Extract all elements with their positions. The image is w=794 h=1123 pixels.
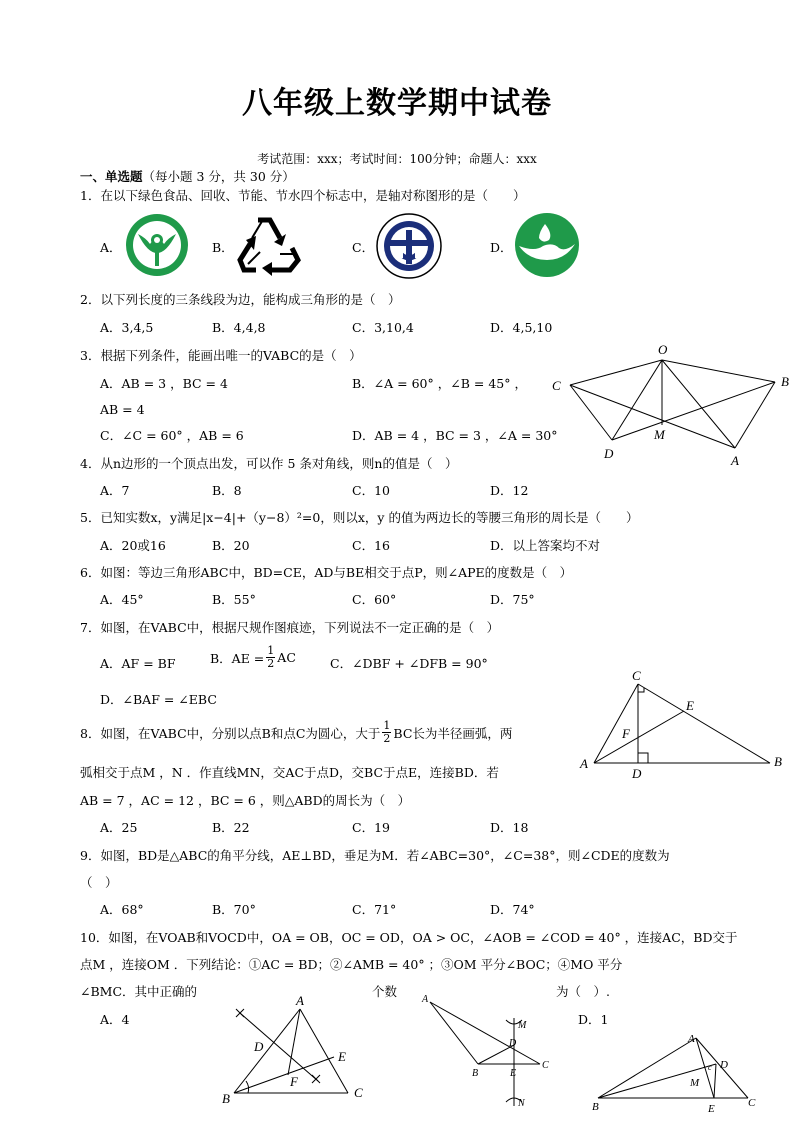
label-C: C: [632, 668, 641, 683]
q3-option-b-cont: AB = 4: [100, 402, 145, 417]
q7-frac-num: 1: [267, 644, 275, 657]
q9-option-b: B．70°: [212, 902, 256, 917]
exam-info: 考试范围：xxx；考试时间：100分钟；命题人：xxx: [257, 152, 537, 166]
q7-option-b: [210, 645, 296, 670]
water-saving-logo-icon: [513, 212, 581, 278]
q1-option-d: D．: [490, 240, 513, 255]
q10-line2: 点M ，连接OM ．下列结论：①AC = BD；②∠AMB = 40° ；③OM 平分∠BOC；④MO 平分: [80, 957, 623, 972]
q7-option-b-label: B．AE =: [210, 650, 265, 666]
q5-option-a: A．20或16: [100, 538, 166, 553]
label-A: A: [731, 453, 739, 468]
section-label: 一、单选题: [80, 169, 143, 184]
q2-option-c: C．3,10,4: [352, 320, 414, 335]
label-c: c: [708, 1063, 712, 1072]
question-1: 1．在以下绿色食品、回收、节能、节水四个标志中，是轴对称图形的是（ ）: [80, 188, 526, 203]
label-A: A: [422, 994, 429, 1005]
label-E: E: [686, 698, 694, 713]
q8-frac-den: 2: [383, 732, 391, 745]
section-note: （每小题 3 分，共 30 分）: [142, 169, 295, 184]
label-A: A: [688, 1033, 695, 1045]
label-B: B: [222, 1091, 230, 1106]
label-C: C: [542, 1060, 549, 1071]
q9-line1: 9．如图，BD是△ABC的角平分线，AE⊥BD，垂足为M．若∠ABC=30°，∠C=38°，则∠CDE的度数为: [80, 848, 670, 863]
q7-option-a: A．AF = BF: [100, 656, 176, 671]
label-A: A: [296, 993, 304, 1008]
question-7: 7．如图，在VABC中，根据尺规作图痕迹，下列说法不一定正确的是（ ）: [80, 620, 500, 635]
question-2: 2．以下列长度的三条线段为边，能构成三角形的是（ ）: [80, 292, 401, 307]
q8-option-c: C．19: [352, 820, 390, 835]
q4-option-b: B．8: [212, 483, 242, 498]
q2-option-b: B．4,4,8: [212, 320, 266, 335]
q4-option-d: D．12: [490, 483, 529, 498]
question-5: 5．已知实数x，y满足|x−4|+（y−8）²=0，则以x，y 的值为两边长的等腰三角形的周长是（ ）: [80, 510, 639, 525]
label-F: F: [622, 726, 630, 741]
label-D: D: [632, 766, 642, 781]
q5-option-b: B．20: [212, 538, 250, 553]
q10-line3c: 为（ ）.: [556, 984, 610, 999]
q9-option-d: D．74°: [490, 902, 535, 917]
q6-option-b: B．55°: [212, 592, 256, 607]
q4-option-a: A．7: [100, 483, 130, 498]
label-M: M: [518, 1020, 527, 1031]
q5-option-c: C．16: [352, 538, 390, 553]
q1-option-c: C．: [352, 240, 375, 255]
q8-fraction: [382, 720, 391, 745]
label-D: D: [509, 1038, 517, 1049]
q7-fraction: [266, 645, 275, 670]
q2-option-d: D．4,5,10: [490, 320, 553, 335]
q8-line3: AB = 7 ，AC = 12 ，BC = 6 ，则△ABD的周长为（ ）: [80, 793, 411, 808]
page-title: 八年级上数学期中试卷: [242, 86, 552, 121]
label-B: B: [774, 754, 782, 769]
q4-option-c: C．10: [352, 483, 390, 498]
q3-option-b: B．∠A = 60° ，∠B = 45° ，: [352, 376, 527, 391]
label-O: O: [658, 342, 668, 357]
q3-figure: [550, 340, 794, 470]
recycle-logo-icon: [236, 212, 302, 276]
label-C: C: [748, 1097, 756, 1109]
q3-option-c: C．∠C = 60° ，AB = 6: [100, 428, 244, 443]
label-B: B: [781, 374, 789, 389]
section-heading: [80, 167, 295, 185]
label-B: B: [592, 1101, 599, 1113]
energy-saving-logo-icon: [375, 212, 443, 280]
green-food-logo-icon: [124, 212, 190, 278]
label-C: C: [354, 1085, 363, 1100]
q10-option-d: D．1: [578, 1012, 609, 1027]
q10-option-a: A．4: [100, 1012, 130, 1027]
question-4: 4．从n边形的一个顶点出发，可以作 5 条对角线，则n的值是（ ）: [80, 456, 458, 471]
question-3: 3．根据下列条件，能画出唯一的VABC的是（ ）: [80, 348, 362, 363]
q8-option-a: A．25: [100, 820, 138, 835]
q10-line1: 10．如图，在VOAB和VOCD中，OA = OB，OC = OD，OA > OC，∠AOB = ∠COD = 40° ，连接AC，BD交于: [80, 930, 738, 945]
q9-option-a: A．68°: [100, 902, 144, 917]
label-A: A: [580, 756, 588, 771]
q7-option-d: D．∠BAF = ∠EBC: [100, 692, 217, 707]
q1-option-b: B．: [212, 240, 234, 255]
label-F: F: [290, 1074, 298, 1089]
q9-figure: [586, 1028, 766, 1118]
q10-line3a: ∠BMC．其中正确的: [80, 984, 198, 999]
q3-option-d: D．AB = 4 ，BC = 3 ，∠A = 30°: [352, 428, 558, 443]
q2-option-a: A．3,4,5: [100, 320, 154, 335]
q8-frac-num: 1: [383, 719, 391, 732]
q3-option-a: A．AB = 3 ，BC = 4: [100, 376, 228, 391]
q9-option-c: C．71°: [352, 902, 397, 917]
q7-frac-den: 2: [267, 657, 275, 670]
q9-line2: （ ）: [80, 875, 118, 890]
label-C: C: [552, 378, 561, 393]
q8-line1b: BC长为半径画弧，两: [393, 725, 513, 741]
q6-option-d: D．75°: [490, 592, 535, 607]
q8-option-d: D．18: [490, 820, 529, 835]
q1-option-a: A．: [100, 240, 122, 255]
q7-option-c: C．∠DBF + ∠DFB = 90°: [330, 656, 488, 671]
q10-line3b: 个数: [372, 984, 398, 999]
q8-line2: 弧相交于点M ，N ．作直线MN，交AC于点D，交BC于点E，连接BD．若: [80, 765, 499, 780]
q6-option-a: A．45°: [100, 592, 144, 607]
question-8: [80, 720, 512, 745]
q7-figure: [578, 668, 790, 781]
q8-line1a: 8．如图，在VABC中，分别以点B和点C为圆心，大于: [80, 725, 381, 741]
q6-figure: [218, 995, 378, 1107]
q6-option-c: C．60°: [352, 592, 397, 607]
q8-option-b: B．22: [212, 820, 250, 835]
label-B: B: [472, 1068, 479, 1079]
q7-option-b-tail: AC: [277, 650, 296, 665]
label-N: N: [518, 1098, 525, 1109]
label-E: E: [510, 1068, 517, 1079]
label-M: M: [690, 1077, 700, 1089]
label-E: E: [708, 1103, 715, 1115]
label-D: D: [604, 446, 614, 461]
label-D: D: [254, 1039, 264, 1054]
label-D: D: [720, 1059, 728, 1071]
q8-figure: [418, 988, 558, 1113]
question-6: 6．如图：等边三角形ABC中，BD=CE，AD与BE相交于点P，则∠APE的度数是（ ）: [80, 565, 573, 580]
label-E: E: [338, 1049, 346, 1064]
q5-option-d: D．以上答案均不对: [490, 538, 601, 553]
label-M: M: [654, 427, 665, 442]
